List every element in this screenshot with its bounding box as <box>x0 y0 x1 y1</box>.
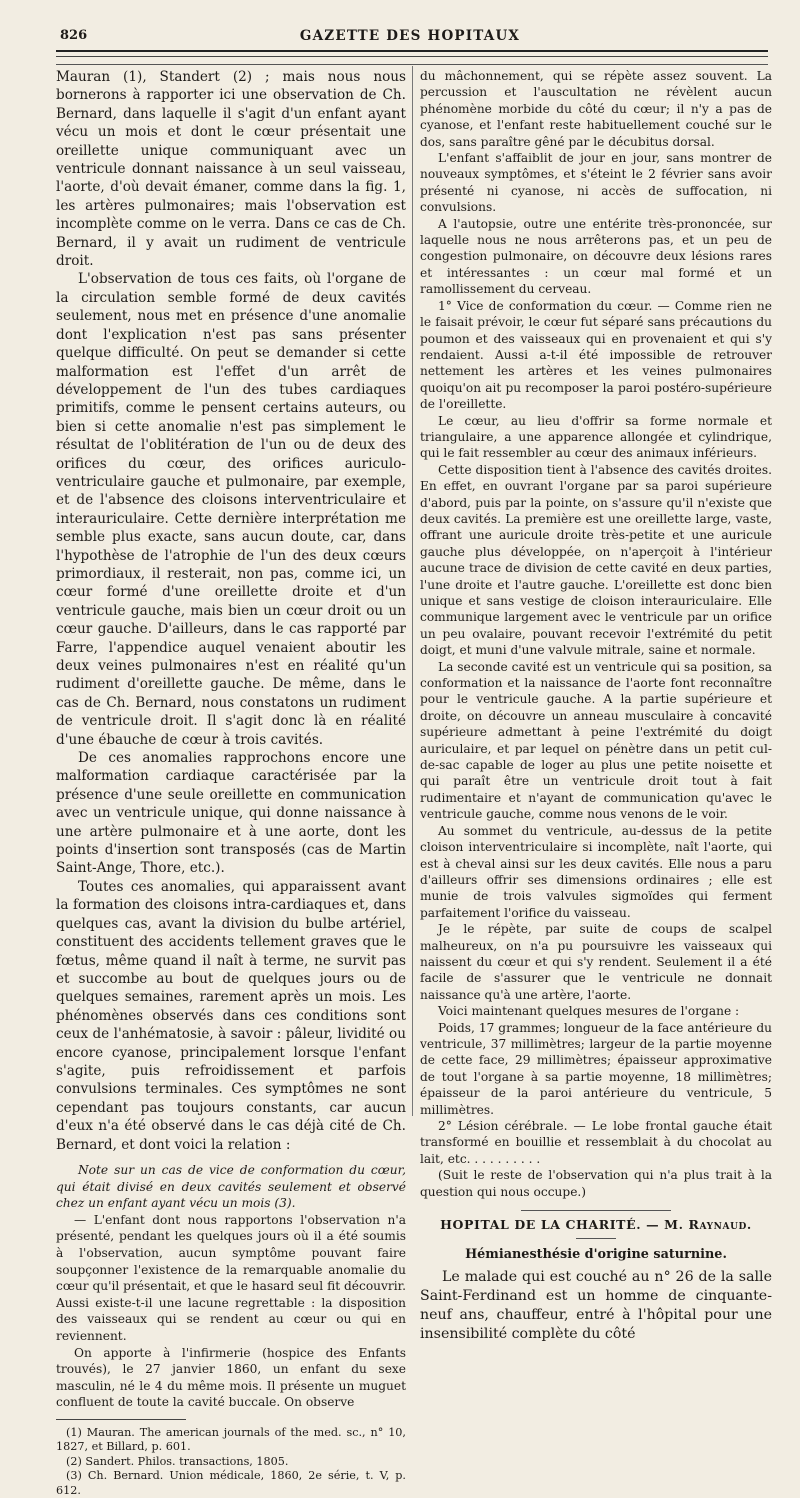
header-rule-thin <box>56 56 768 57</box>
page-header <box>60 28 760 50</box>
right-paragraph: (Suit le reste de l'observation qui n'a plus trait à la question qui nous occupe.) <box>420 1168 772 1199</box>
right-paragraph: 1° Vice de conformation du cœur. — Comme rien ne le faisait prévoir, le cœur fut séparé sans précautions du poumon et des vaisseaux qui en provenaient et qui s'y rendaient. Aussi a-t-il été impossible de retrouver nettement les artères et les veines pulmonaires quoiqu'on ait pu recomposer la paroi postéro-supérieure de l'oreillette. <box>420 298 772 412</box>
right-paragraph: La seconde cavité est un ventricule qui sa position, sa conformation et la naissance de l'aorte font reconnaître pour le ventricule gauche. A la partie supérieure et droite, on découvre un anneau musculaire à concavité supérieure admettant à peine l'extrémité du doigt auriculaire, et par lequel on pénètre dans un petit cul-de-sac capable de loger au plus une petite noisette et qui paraît être un ventricule droit tout à fait rudimentaire et n'ayant de communication qu'avec le ventricule gauche, comme nous venons de le voir. <box>420 659 772 822</box>
hospital-name: HOPITAL DE LA CHARITÉ. — <box>440 1217 660 1233</box>
right-paragraph: Voici maintenant quelques mesures de l'organe : <box>438 1004 740 1019</box>
journal-title: GAZETTE DES HOPITAUX <box>299 28 521 44</box>
right-paragraph: 2° Lésion cérébrale. — Le lobe frontal gauche était transformé en bouillie et ressemblait à du chocolat au lait, etc. . . . . . . . . . <box>420 1119 772 1166</box>
right-column <box>420 68 772 1344</box>
footnote: (2) Sandert. Philos. transactions, 1805. <box>66 1454 289 1468</box>
left-paragraph: Toutes ces anomalies, qui apparaissent avant la formation des cloisons intra-cardiaques et, dans quelques cas, avant la division du bulbe artériel, constituent des accidents tellement graves que le fœtus, même quand il naît à terme, ne survit pas et succombe au bout de quelques jours ou de quelques semaines, rarement après un mois. Les phénomènes observés dans ces conditions sont ceux de l'anhématosie, à savoir : pâleur, lividité ou encore cyanose, principalement lorsque l'enfant s'agite, puis refroidissement et parfois convulsions terminales. Ces symptômes ne sont cependant pas toujours constants, car aucun d'eux n'a été observé dans le cas déjà cité de Ch. Bernard, et dont voici la relation : <box>56 878 406 1153</box>
case-title: Hémianesthésie d'origine saturnine. <box>465 1247 727 1263</box>
right-paragraph: Cette disposition tient à l'absence des cavités droites. En effet, en ouvrant l'organe par sa paroi supérieure d'abord, puis par la pointe, on s'assure qu'il n'existe que deux cavités. La première est une oreillette large, vaste, offrant une auricule droite très-petite et une auricule gauche plus développée, on n'aperçoit à l'intérieur aucune trace de division de cette cavité en deux parties, l'une droite et l'autre gauche. L'oreillette est donc bien unique et sans vestige de cloison interauriculaire. Elle communique largement avec le ventricule par un orifice un peu ovalaire, pouvant recevoir l'extrémité du petit doigt, et muni d'une valvule mitrale, saine et normale. <box>420 462 772 658</box>
footnote: (1) Mauran. The american journals of the med. sc., n° 10, 1827, et Billard, p. 601. <box>56 1425 406 1454</box>
right-paragraph: A l'autopsie, outre une entérite très-prononcée, sur laquelle nous ne nous arrêterons pas, et un peu de congestion pulmonaire, on découvre deux lésions rares et intéressantes : un cœur mal formé et un ramollissement du cerveau. <box>420 216 772 297</box>
case-paragraph: Le malade qui est couché au n° 26 de la salle Saint-Ferdinand est un homme de cinquante-neuf ans, chauffeur, entré à l'hôpital pour une insensibilité complète du côté <box>420 1269 772 1343</box>
footnote: (3) Ch. Bernard. Union médicale, 1860, 2e série, t. V, p. 612. <box>56 1469 406 1497</box>
right-paragraph: du mâchonnement, qui se répète assez souvent. La percussion et l'auscultation ne révèlent aucun phénomène morbide du côté du cœur; il n'y a pas de cyanose, et l'enfant reste habituellement couché sur le dos, sans paraître gêné par le décubitus dorsal. <box>420 69 772 149</box>
left-paragraph: De ces anomalies rapprochons encore une malformation cardiaque caractérisée par la présence d'une seule oreillette en communication avec un ventricule unique, qui donne naissance à une artère pulmonaire et à une aorte, dont les points d'insertion sont transposés (cas de Martin Saint-Ange, Thore, etc.). <box>56 750 406 877</box>
section-separator <box>521 1210 671 1211</box>
observation-paragraph: — L'enfant dont nous rapportons l'observation n'a présenté, pendant les quelques jours où il a été soumis à l'observation, aucun symptôme pouvant faire soupçonner l'existence de la remarquable anomalie du cœur qu'il présentait, et que le hasard seul fit découvrir. Aussi existe-t-il une lacune regrettable : la disposition des vaisseaux qui se rendent au cœur ou qui en reviennent. <box>56 1212 406 1343</box>
section-title <box>420 1217 772 1232</box>
title-rule <box>576 1238 616 1239</box>
observation-paragraph: On apporte à l'infirmerie (hospice des Enfants trouvés), le 27 janvier 1860, un enfant du sexe masculin, né le 4 du même mois. Il présente un muguet confluent de toute la cavité buccale. On observe <box>56 1345 406 1410</box>
left-column <box>56 68 406 1498</box>
right-paragraph: Je le répète, par suite de coups de scalpel malheureux, on n'a pu poursuivre les vaisseaux qui naissent du cœur et qui s'y rendent. Seulement il a été facile de s'assurer que le ventricule ne donnait naissance qu'à une artère, l'aorte. <box>420 922 772 1002</box>
case-body <box>420 1268 772 1344</box>
right-body-text <box>420 68 772 1200</box>
left-paragraph: Mauran (1), Standert (2) ; mais nous nous bornerons à rapporter ici une observation de Ch. Bernard, dans laquelle il s'agit d'un enfant ayant vécu un mois et dont le cœur présentait une oreillette unique communiquant avec un ventricule donnant naissance à un seul vaisseau, l'aorte, d'où devait émaner, comme dans la fig. 1, les artères pulmonaires; mais l'observation est incomplète comme on le verra. Dans ce cas de Ch. Bernard, il y avait un rudiment de ventricule droit. <box>56 69 406 270</box>
left-paragraph: L'observation de tous ces faits, où l'organe de la circulation semble formé de deux cavités seulement, nous met en présence d'une anomalie dont l'explication n'est pas sans présenter quelque difficulté. On peut se demander si cette malformation est l'effet d'un arrêt de développement de l'un des tubes cardiaques primitifs, comme le pensent certains auteurs, ou bien si cette anomalie n'est pas simplement le résultat de l'oblitération de l'un ou de deux des orifices du cœur, des orifices auriculo-ventriculaire gauche et pulmonaire, par exemple, et de l'absence des cloisons interventriculaire et interauriculaire. Cette dernière interprétation me semble plus exacte, sans aucun doute, car, dans l'hypothèse de l'atrophie de l'un des deux cœurs primordiaux, il resterait, non pas, comme ici, un cœur formé d'une oreillette droite et d'un ventricule gauche, mais bien un cœur droit ou un cœur gauche. D'ailleurs, dans le cas rapporté par Farre, l'appendice auquel venaient aboutir les deux veines pulmonaires n'est en réalité qu'un rudiment d'oreillette gauche. De même, dans le cas de Ch. Bernard, nous constatons un rudiment de ventricule droit. Il s'agit donc là en réalité d'une ébauche de cœur à trois cavités. <box>56 271 406 748</box>
column-divider <box>412 66 413 1116</box>
observation-title: Note sur un cas de vice de conformation du cœur, qui était divisé en deux cavités seulement et observé chez un enfant ayant vécu un mois (3). <box>56 1162 406 1211</box>
section-author: M. Raynaud. <box>664 1217 752 1233</box>
footnote-rule <box>56 1419 186 1420</box>
right-paragraph: Le cœur, au lieu d'offrir sa forme normale et triangulaire, a une apparence allongée et cylindrique, qui le fait ressembler au cœur des animaux inférieurs. <box>420 413 772 461</box>
header-rule-thick <box>56 50 768 52</box>
left-body-text <box>56 68 406 1154</box>
right-paragraph: L'enfant s'affaiblit de jour en jour, sans montrer de nouveaux symptômes, et s'éteint le 2 février sans avoir présenté ni cyanose, ni accès de suffocation, ni convulsions. <box>420 151 772 215</box>
observation-body <box>56 1212 406 1411</box>
page-number: 826 <box>60 28 88 43</box>
right-paragraph: Au sommet du ventricule, au-dessus de la petite cloison interventriculaire si incomplète, naît l'aorte, qui est à cheval ainsi sur les deux cavités. Elle nous a paru d'ailleurs offrir ses dimensions ordinaires ; elle est munie de trois valvules sigmoïdes qui ferment parfaitement l'orifice du vaisseau. <box>420 823 772 920</box>
right-paragraph: Poids, 17 grammes; longueur de la face antérieure du ventricule, 37 millimètres; largeur de la partie moyenne de cette face, 29 millimètres; épaisseur approximative de tout l'organe à sa partie moyenne, 18 millimètres; épaisseur de la paroi antérieure du ventricule, 5 millimètres. <box>420 1020 772 1117</box>
header-rule-bottom <box>56 64 768 65</box>
